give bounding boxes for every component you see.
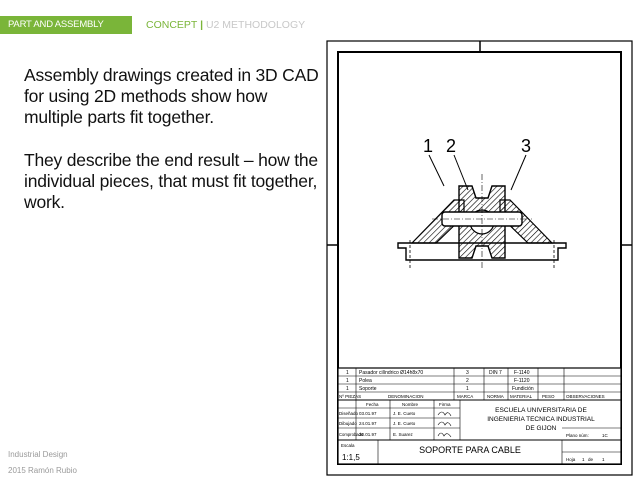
parts-row-3-num: 1 (466, 386, 469, 392)
school-line-3: DE GIJON (525, 425, 557, 432)
drawing-title: SOPORTE PARA CABLE (419, 445, 521, 455)
technical-drawing (326, 40, 633, 476)
parts-row-1-material: F-1140 (514, 370, 530, 376)
body-paragraph-1: Assembly drawings created in 3D CAD for using 2D methods show how multiple parts fit together. (24, 65, 319, 127)
parts-row-2-num: 2 (466, 378, 469, 384)
school-line-1: ESCUELA UNIVERSITARIA DE (495, 407, 587, 414)
section-tag: PART AND ASSEMBLY DRAWING (0, 16, 132, 34)
parts-row-1-qty: 1 (346, 370, 349, 376)
sheet-value: 1 (582, 457, 585, 462)
footer-course: Industrial Design (8, 450, 68, 459)
sign-row-1-date: 03.01.97 (359, 411, 377, 416)
scale-label: Escala (341, 443, 355, 448)
sign-row-2-role: Dibujado (339, 421, 357, 426)
sign-header-sign: Firma (439, 402, 451, 407)
sheet-total: 1 (602, 457, 605, 462)
sign-row-3-role: Comprobado (339, 432, 364, 437)
sheet-label: Hoja (566, 457, 576, 462)
parts-row-2-material: F-1120 (514, 378, 530, 384)
sign-row-2-name: J. E. Cueto (393, 421, 416, 426)
parts-header-weight: PESO (542, 394, 555, 399)
sign-row-1-role: Diseñado (339, 411, 359, 416)
sign-header-name: Nombre (402, 402, 419, 407)
parts-row-1-num: 3 (466, 370, 469, 376)
plan-value: 1C (602, 433, 608, 438)
parts-row-3-qty: 1 (346, 386, 349, 392)
sign-row-3-date: 30.01.97 (359, 432, 377, 437)
parts-header-obs: OBSERVACIONES (566, 394, 605, 399)
parts-header-qty: Nº PIEZAS (339, 394, 362, 399)
parts-header-name: DENOMINACION (388, 394, 424, 399)
balloon-2: 2 (446, 136, 457, 156)
parts-header-material: MATERIAL (510, 394, 533, 399)
sign-row-2-date: 24.01.97 (359, 421, 377, 426)
scale-value: 1:1,5 (342, 453, 360, 462)
plan-label: Plano núm: (566, 433, 589, 438)
balloon-1: 1 (423, 136, 434, 156)
footer-copyright: 2015 Ramón Rubio (8, 466, 77, 475)
body-paragraph-2: They describe the end result – how the individual pieces, that must fit together, work. (24, 150, 318, 212)
sign-header-date: Fecha (366, 402, 379, 407)
parts-row-3-name: Soporte (359, 386, 377, 392)
leader-1 (429, 155, 444, 186)
section-concept: CONCEPT (146, 19, 198, 31)
sheet-of: de (588, 457, 594, 462)
parts-row-2-name: Polea (359, 378, 372, 384)
leader-3 (511, 155, 526, 190)
parts-header-norm: NORMA (487, 394, 504, 399)
cable-support-assembly (398, 136, 566, 268)
parts-row-2-qty: 1 (346, 378, 349, 384)
parts-row-1-norm: DIN 7 (489, 370, 502, 376)
leader-2 (454, 155, 468, 190)
sign-row-3-name: E. Suarez (393, 432, 413, 437)
section-breadcrumb (146, 19, 305, 31)
parts-header-mark: MARCA (457, 394, 474, 399)
parts-row-1-name: Pasador cilíndrico Ø14h8x70 (359, 370, 424, 376)
section-rest: U2 METHODOLOGY (205, 19, 306, 31)
parts-row-3-material: Fundición (512, 386, 534, 392)
school-line-2: INGENIERIA TECNICA INDUSTRIAL (487, 416, 595, 423)
section-separator: | (200, 19, 204, 31)
balloon-3: 3 (521, 136, 532, 156)
sign-row-1-name: J. E. Cueto (393, 411, 416, 416)
